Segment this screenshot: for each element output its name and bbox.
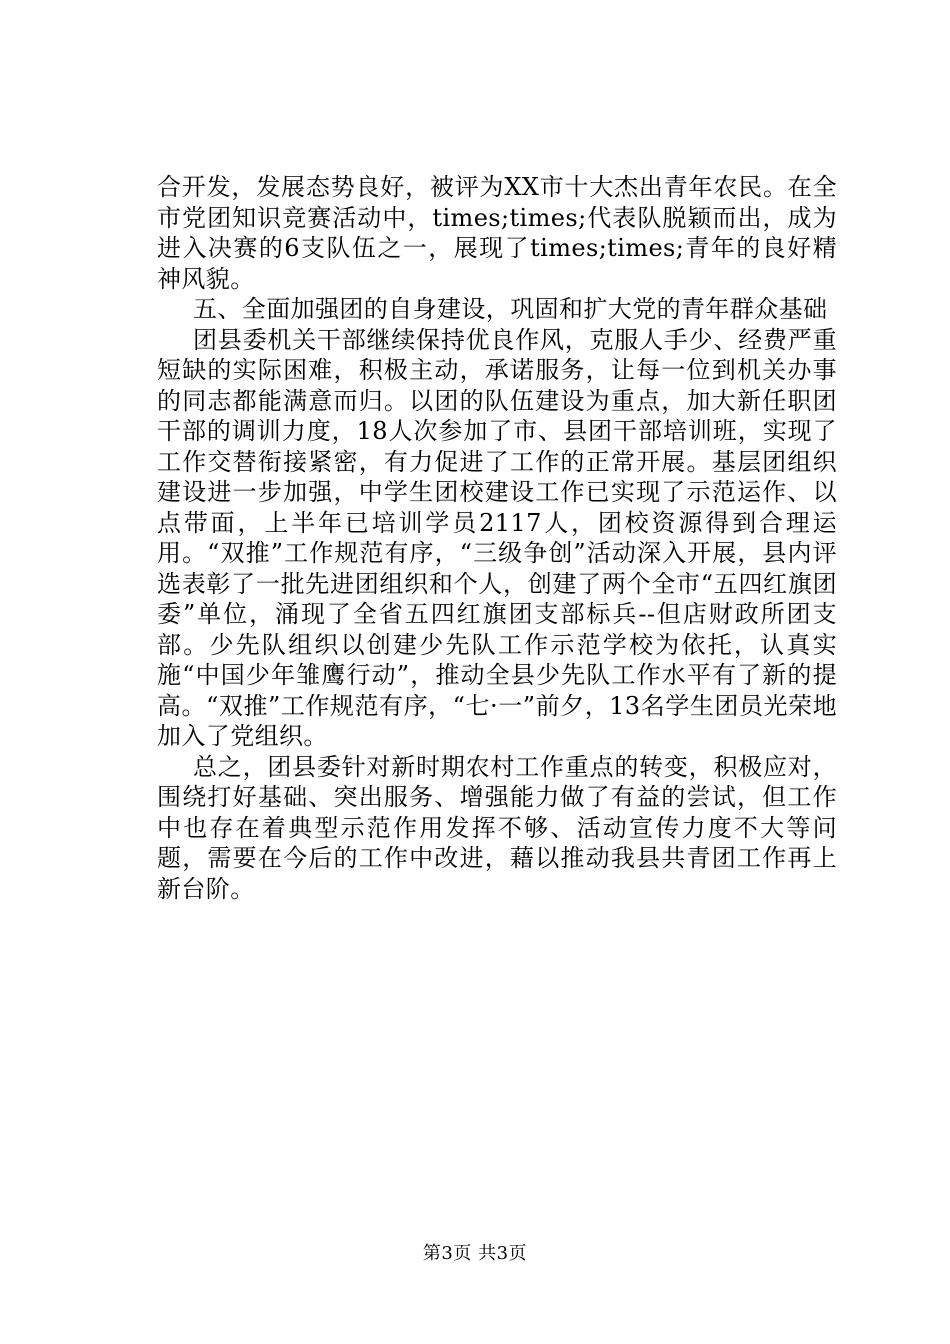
page-number-footer: 第3页 共3页 [422, 1243, 528, 1264]
document-body [157, 172, 837, 904]
section-heading: 五、全面加强团的自身建设，巩固和扩大党的青年群众基础 [193, 295, 828, 323]
paragraph-summary: 总之，团县委针对新时期农村工作重点的转变，积极应对，围绕打好基础、突出服务、增强能力做了有益的尝试，但工作中也存在着典型示范作用发挥不够、活动宣传力度不大等问题，需要在今后的工作中改进，藉以推动我县共青团工作再上新台阶。 [157, 752, 837, 903]
paragraph-self-building: 团县委机关干部继续保持优良作风，克服人手少、经费严重短缺的实际困难，积极主动，承诺服务，让每一位到机关办事的同志都能满意而归。以团的队伍建设为重点，加大新任职团干部的调训力度，18人次参加了市、县团干部培训班，实现了工作交替衔接紧密，有力促进了工作的正常开展。基层团组织建设进一步加强，中学生团校建设工作已实现了示范运作、以点带面，上半年已培训学员2117人，团校资源得到合理运用。“双推”工作规范有序，“三级争创”活动深入开展，县内评选表彰了一批先进团组织和个人，创建了两个全市“五四红旗团委”单位，涌现了全省五四红旗团支部标兵--但店财政所团支部。少先队组织以创建少先队工作示范学校为依托，认真实施“中国少年雏鹰行动”，推动全县少先队工作水平有了新的提高。“双推”工作规范有序，“七·一”前夕，13名学生团员光荣地加入了党组织。 [157, 325, 837, 750]
paragraph-continuation: 合开发，发展态势良好，被评为XX市十大杰出青年农民。在全市党团知识竞赛活动中，times;times;代表队脱颖而出，成为进入决赛的6支队伍之一，展现了times;times;青年的良好精神风貌。 [157, 173, 837, 293]
